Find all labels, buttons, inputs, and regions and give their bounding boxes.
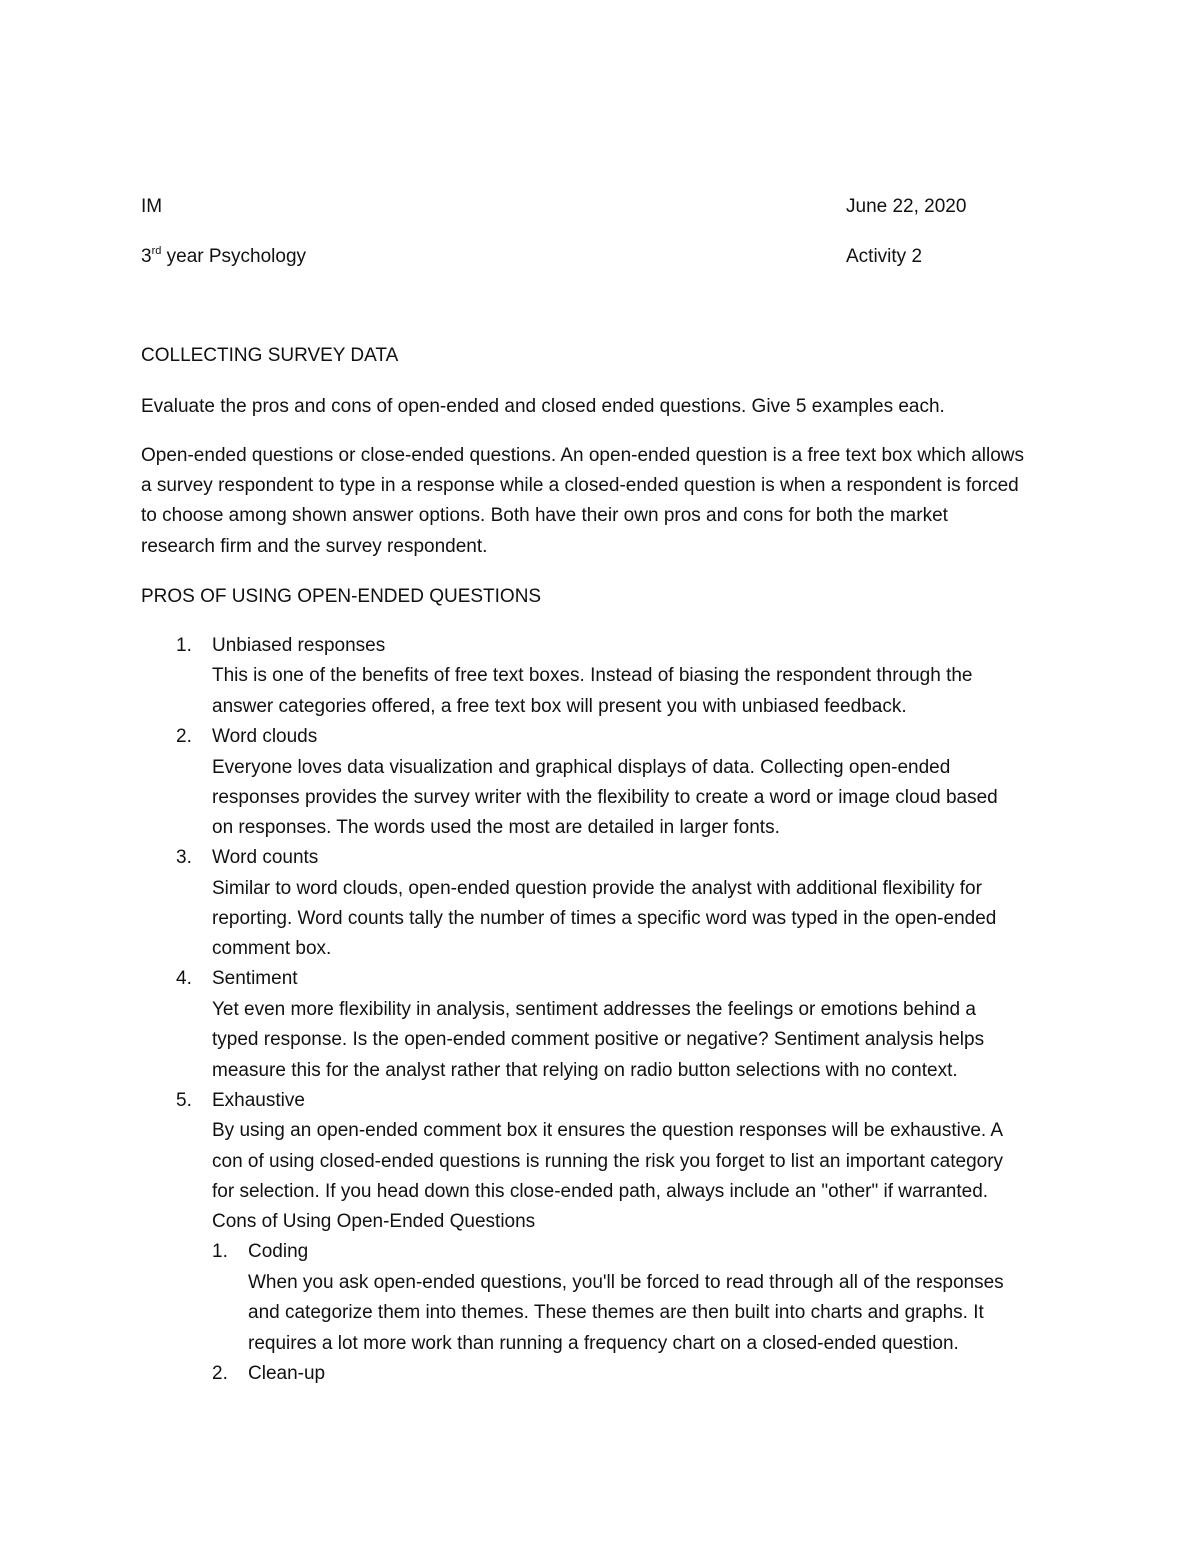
list-item-text: and categorize them into themes. These themes are then built into charts and graphs. It: [248, 1302, 984, 1323]
list-number: 2.: [212, 1363, 228, 1384]
year-number: 3: [141, 246, 152, 267]
list-item-title: Coding: [248, 1241, 309, 1262]
list-number: 1.: [176, 635, 192, 656]
list-item-text: Yet even more flexibility in analysis, sentiment addresses the feelings or emotions behind a: [212, 999, 976, 1020]
list-item-text: This is one of the benefits of free text boxes. Instead of biasing the respondent through the: [212, 665, 973, 686]
list-item-title: Clean-up: [248, 1363, 326, 1384]
list-item-text: responses provides the survey writer with the flexibility to create a word or image cloud based: [212, 787, 998, 808]
list-item-title: Sentiment: [212, 968, 298, 989]
student-name: IM: [141, 196, 163, 217]
list-item-text: typed response. Is the open-ended comment positive or negative? Sentiment analysis helps: [212, 1029, 985, 1050]
document-date: June 22, 2020: [846, 196, 967, 217]
year-superscript: rd: [151, 245, 162, 257]
list-item-text: By using an open-ended comment box it ensures the question responses will be exhaustive. A: [212, 1120, 1004, 1141]
list-item-text: measure this for the analyst rather that relying on radio button selections with no context.: [212, 1060, 958, 1081]
intro-line: research firm and the survey respondent.: [141, 536, 488, 557]
activity-label: Activity 2: [846, 246, 923, 267]
list-number: 3.: [176, 847, 192, 868]
list-item-text: requires a lot more work than running a frequency chart on a closed-ended question.: [248, 1333, 959, 1354]
list-item-text: on responses. The words used the most are detailed in larger fonts.: [212, 817, 780, 838]
prompt-text: Evaluate the pros and cons of open-ended and closed ended questions. Give 5 examples each.: [141, 396, 945, 417]
cons-heading: Cons of Using Open-Ended Questions: [212, 1211, 536, 1232]
list-item-title: Unbiased responses: [212, 635, 386, 656]
intro-line: to choose among shown answer options. Both have their own pros and cons for both the market: [141, 505, 948, 526]
list-item-text: When you ask open-ended questions, you'll be forced to read through all of the responses: [248, 1272, 1004, 1293]
intro-line: Open-ended questions or close-ended questions. An open-ended question is a free text box which allows: [141, 445, 1025, 466]
intro-line: a survey respondent to type in a response while a closed-ended question is when a respondent is forced: [141, 475, 1019, 496]
year-level: [141, 245, 306, 271]
list-item-text: Everyone loves data visualization and graphical displays of data. Collecting open-ended: [212, 757, 951, 778]
list-item-text: answer categories offered, a free text box will present you with unbiased feedback.: [212, 696, 907, 717]
document-title: COLLECTING SURVEY DATA: [141, 345, 399, 366]
list-number: 2.: [176, 726, 192, 747]
list-item-title: Word counts: [212, 847, 319, 868]
list-item-text: for selection. If you head down this close-ended path, always include an "other" if warranted.: [212, 1181, 989, 1202]
list-number: 5.: [176, 1090, 192, 1111]
pros-heading: PROS OF USING OPEN-ENDED QUESTIONS: [141, 586, 542, 607]
list-item-text: con of using closed-ended questions is running the risk you forget to list an important category: [212, 1151, 1004, 1172]
list-item-title: Word clouds: [212, 726, 318, 747]
list-item-text: Similar to word clouds, open-ended question provide the analyst with additional flexibility for: [212, 878, 982, 899]
list-number: 1.: [212, 1241, 228, 1262]
year-course: year Psychology: [161, 246, 307, 267]
list-item-title: Exhaustive: [212, 1090, 305, 1111]
list-item-text: comment box.: [212, 938, 332, 959]
list-number: 4.: [176, 968, 192, 989]
list-item-text: reporting. Word counts tally the number of times a specific word was typed in the open-ended: [212, 908, 997, 929]
